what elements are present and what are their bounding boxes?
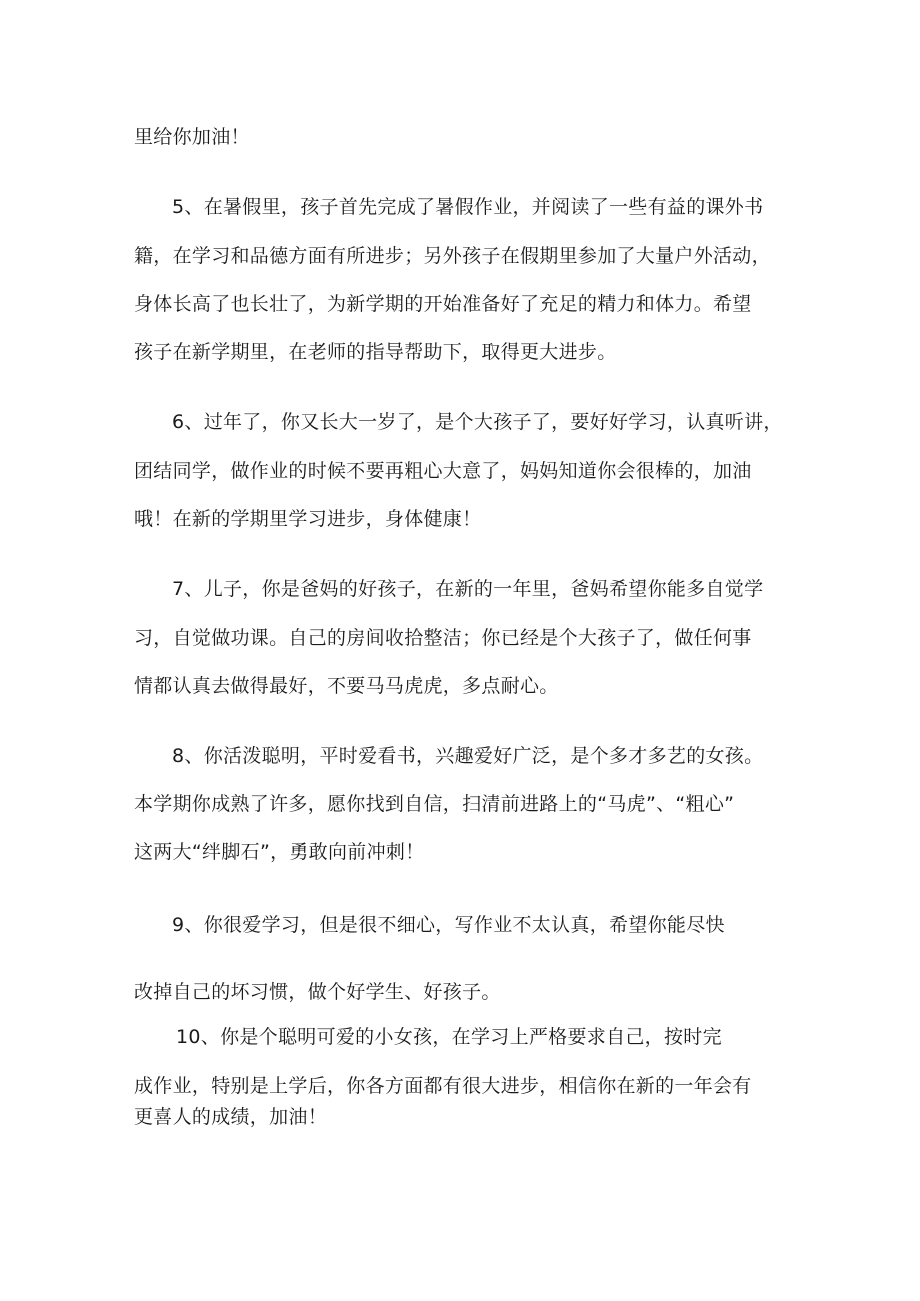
paragraph-5-line-1: 5、在暑假里，孩子首先完成了暑假作业，并阅读了一些有益的课外书 <box>172 196 764 218</box>
paragraph-6-line-1: 6、过年了，你又长大一岁了，是个大孩子了，要好好学习，认真听讲， <box>172 411 783 433</box>
paragraph-7-line-1: 7、儿子，你是爸妈的好孩子，在新的一年里，爸妈希望你能多自觉学 <box>172 578 764 600</box>
paragraph-7-line-3: 情都认真去做得最好，不要马马虎虎，多点耐心。 <box>134 675 559 697</box>
paragraph-5-line-4: 孩子在新学期里，在老师的指导帮助下，取得更大进步。 <box>134 341 617 363</box>
intro-tail-line: 里给你加油！ <box>134 126 250 148</box>
paragraph-6-line-2: 团结同学，做作业的时候不要再粗心大意了，妈妈知道你会很棒的，加油 <box>134 460 752 482</box>
paragraph-8-line-1: 8、你活泼聪明，平时爱看书，兴趣爱好广泛，是个多才多艺的女孩。 <box>172 745 764 767</box>
paragraph-9-line-2: 改掉自己的坏习惯，做个好学生、好孩子。 <box>134 981 501 1003</box>
paragraph-10-line-3: 更喜人的成绩，加油！ <box>134 1106 328 1128</box>
paragraph-8-line-2: 本学期你成熟了许多，愿你找到自信，扫清前进路上的“马虎”、“粗心” <box>134 793 735 815</box>
paragraph-10-line-2: 成作业，特别是上学后，你各方面都有很大进步，相信你在新的一年会有 <box>134 1075 752 1097</box>
paragraph-6-line-3: 哦！在新的学期里学习进步，身体健康！ <box>134 508 482 530</box>
paragraph-7-line-2: 习，自觉做功课。自己的房间收拾整洁；你已经是个大孩子了，做任何事 <box>134 627 752 649</box>
paragraph-8-line-3: 这两大“绊脚石”，勇敢向前冲刺！ <box>134 841 425 863</box>
paragraph-10-line-1: 10、你是个聪明可爱的小女孩，在学习上严格要求自己，按时完 <box>176 1026 722 1048</box>
paragraph-5-line-2: 籍，在学习和品德方面有所进步；另外孩子在假期里参加了大量户外活动， <box>134 245 771 267</box>
paragraph-5-line-3: 身体长高了也长壮了，为新学期的开始准备好了充足的精力和体力。希望 <box>134 293 752 315</box>
paragraph-9-line-1: 9、你很爱学习，但是很不细心，写作业不太认真，希望你能尽快 <box>172 914 725 936</box>
